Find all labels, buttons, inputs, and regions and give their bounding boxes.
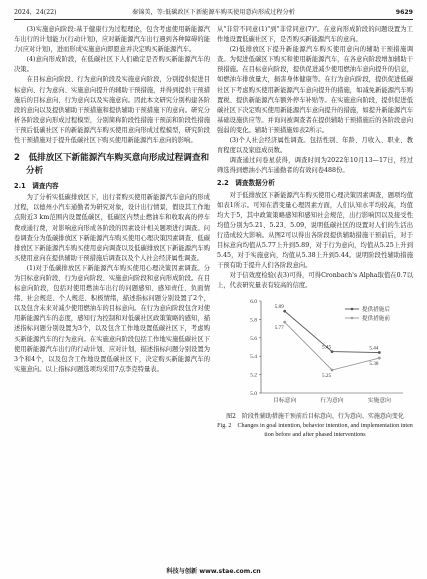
- data-label: 5.89: [274, 304, 284, 311]
- y-tick-label: 5.6: [250, 336, 257, 343]
- data-label: 5.77: [274, 325, 284, 332]
- paragraph: 在目标意向阶段、行为意向阶段及实施意向阶段，分别提供促进目标意向、行为意向、实施意向提升的辅助干预措施，并得到提供干预措施后的目标意向、行为意向以及实施意向。因此本文研究分别构建各阶段的意向以及提供辅助干预措施和提供辅助干预措施下的意向。研究分析各阶段意向形成过程模型，分别简称阶段性措施干预前和阶段性措施干预后低碳社区下的新能源汽车购买使用意向形成过程模型，研究阶段性干预措施对于提升低碳社区下购买使用新能源汽车意向的影响。: [14, 76, 210, 145]
- data-point: [378, 357, 381, 360]
- page-number: 9629: [395, 9, 413, 16]
- running-title: 秦锦美，等:低碳政区下新能源车购买使用意向形成过程分析: [132, 9, 295, 16]
- paragraph: 对于信效度检验(表3)可得，可得Cronbach's Alpha取值在0.7以上，代表研究量表有较高的信度。: [217, 272, 413, 290]
- data-point: [283, 321, 286, 324]
- data-label: 5.25: [322, 373, 332, 380]
- paragraph: (1)对于低碳排放区下新能源汽车购买使用心理决策因素调查。分为目标意向阶段、行为意向阶段、实施意向阶段和意向形成阶段。在目标意向阶段，包括对使用燃油车出行的问题感知、感知责任、负面情绪、社会规范、个人规范、积极情绪，描述指标问题分别设置了2个，以及包含未来对减少使用燃油车的目标意向。在行为意向阶段包含对使用新能源汽车的态度，感知行为控制和对低碳社区政策策略的感知，描述指标问题分别设置为3个，以及包含工作地设置低碳社区下，考虑购买新能源汽车的行为意向。在实施意向阶段包括工作地实施低碳社区下使用新能源汽车出行的行动计划、应对计划，描述指标问题分别设置为3个和4个，以及包含工作地设置低碳社区下，决定购买新能源汽车的实施意向。以上指标问题选项均采用7点李克特量表。: [14, 264, 210, 373]
- paragraph: (4)意向形成阶段，在低碳社区下人们确定是否购买新能源汽车的决策。: [14, 56, 210, 74]
- legend-marker: [351, 317, 354, 320]
- x-tick-label: 目标意向: [273, 398, 297, 405]
- right-column: [217, 25, 413, 439]
- data-point: [283, 310, 286, 313]
- x-tick-label: 行为意向: [320, 398, 344, 405]
- data-point: [331, 351, 334, 354]
- data-point: [331, 369, 334, 372]
- data-point: [378, 352, 381, 355]
- subsection-heading: 2.2 调查数据分析: [217, 179, 275, 188]
- y-tick-label: 5.8: [250, 317, 257, 324]
- x-tick-label: 实施意向: [367, 398, 391, 405]
- issue-info: 2024，24(22): [14, 9, 57, 16]
- data-label: 5.44: [369, 345, 379, 352]
- legend-label: 提供措施后: [362, 307, 390, 314]
- series-line-1: [285, 323, 380, 371]
- data-label: 5.38: [369, 361, 379, 368]
- figure-caption-en: Fig. 2 Changes in goal intention, behavior intention, and implementation intention before and after phased interventions: [217, 423, 413, 438]
- figure-2-chart: [217, 295, 413, 413]
- legend-label: 提供措施前: [362, 316, 390, 323]
- data-label: 5.45: [322, 345, 332, 352]
- section-heading: 2 低排放区下新能源汽车购买意向形成过程调查和分析: [14, 153, 210, 176]
- subsection-heading: 2.1 调查内容: [14, 182, 59, 191]
- line-chart: [217, 295, 413, 413]
- left-column: [14, 25, 210, 375]
- paragraph: (3)实施意向阶段:基于健康行为过程理论，包含考虑使用新能源汽车出行的计划能力(行动计划)，应对新能源汽车出行遇到各种障碍的能力(应对计划)，进而形成实施意向即愿意并决定购买新能源汽车。: [14, 26, 210, 54]
- y-tick-label: 5.2: [250, 373, 257, 380]
- paragraph: (3)个人社会经济属性调查。包括性别、年龄、月收入、职业、教育程度以及家庭成员数。: [217, 137, 413, 155]
- paragraph: (2)低排放区下提升新能源汽车购买使用意向的辅助干预措施调查。为促进低碳区下购买和使用新能源汽车，在各意向阶段增加辅助干预措施。在目标意向阶段，提供促进减少使用燃油车意向提升的信息，如燃油车排放量大，损害身体健康等。在行为意向阶段，提供促进低碳社区下考虑购买使用新能源汽车意向提升的措施，如减免新能源汽车购置税、提供新能源汽车额外停车补贴等。在实施意向阶段，提供促进低碳社区下决定购买使用新能源汽车意向提升的措施，如提升新能源汽车基础设施供应等。并询问被调查者在提供辅助干预措施后的各阶段意向强弱的变化。辅助干预措施如表2所示。: [217, 46, 413, 134]
- legend-marker: [351, 308, 354, 311]
- paragraph: 调查通过问卷星获得，调查时间为2022年10月13—17日，经过筛选得到燃油小汽车通勤者的有效问卷488份。: [217, 157, 413, 175]
- page-footer: 科技与创新 www.stae.com.cn: [166, 568, 261, 575]
- page-header: [14, 7, 413, 20]
- y-tick-label: 6.0: [250, 299, 257, 306]
- paragraph: 为了分析实低碳排放区下，出行者购买使用新能源汽车意向的形成过程，以德州小汽车通勤者为研究对象，设计出行情景，假设其工作地点附近3 km范围内设置低碳区，低碳区内禁止燃油车和收取高的停车费或通行费，对影响意向形成各阶段的因素设计相关题项进行调查。问卷调查分为低碳排放区下新能源汽车购买使用心理决策因素调查、低碳排放区下新能源汽车购买使用意向调查以及低碳排放区下新能源汽车购买使用意向在提供辅助干预措施后调查以及个人社会经济属性调查。: [14, 194, 210, 262]
- y-tick-label: 5.4: [250, 354, 257, 361]
- y-tick-label: 5.0: [250, 391, 257, 398]
- figure-caption-cn: 图2 阶段性辅助措施干预前后目标意向、行为意向、实施意向变化: [226, 413, 404, 421]
- paragraph: 对于低排放区下新能源汽车购买使用心理决策因素调查，题项均值如表1所示。可知在潜变量心理因素方面，人们认知水平均较高，均值均大于5，其中政策策略感知和感知社会规范，出行影响因以及接受性均值分别为5.21、5.23、5.09，说明低碳社区的设置对人们的生活出行造成较大影响。从图2可以得出各阶段提供辅助措施干预前后，对于目标意向均值从5.77上升到5.89，对于行为意向，均值从5.25上升到5.45，对于实施意向，均值从5.38上升到5.44。说明阶段性辅助措施干预有助于提升人们各阶段意向。: [217, 191, 413, 270]
- paragraph: 从"非常不同意(1)"到"非常同意(7)"。在意向形成阶段的问题设置为工作地设置低碳社区下，是否购买新能源汽车的意向。: [217, 26, 413, 44]
